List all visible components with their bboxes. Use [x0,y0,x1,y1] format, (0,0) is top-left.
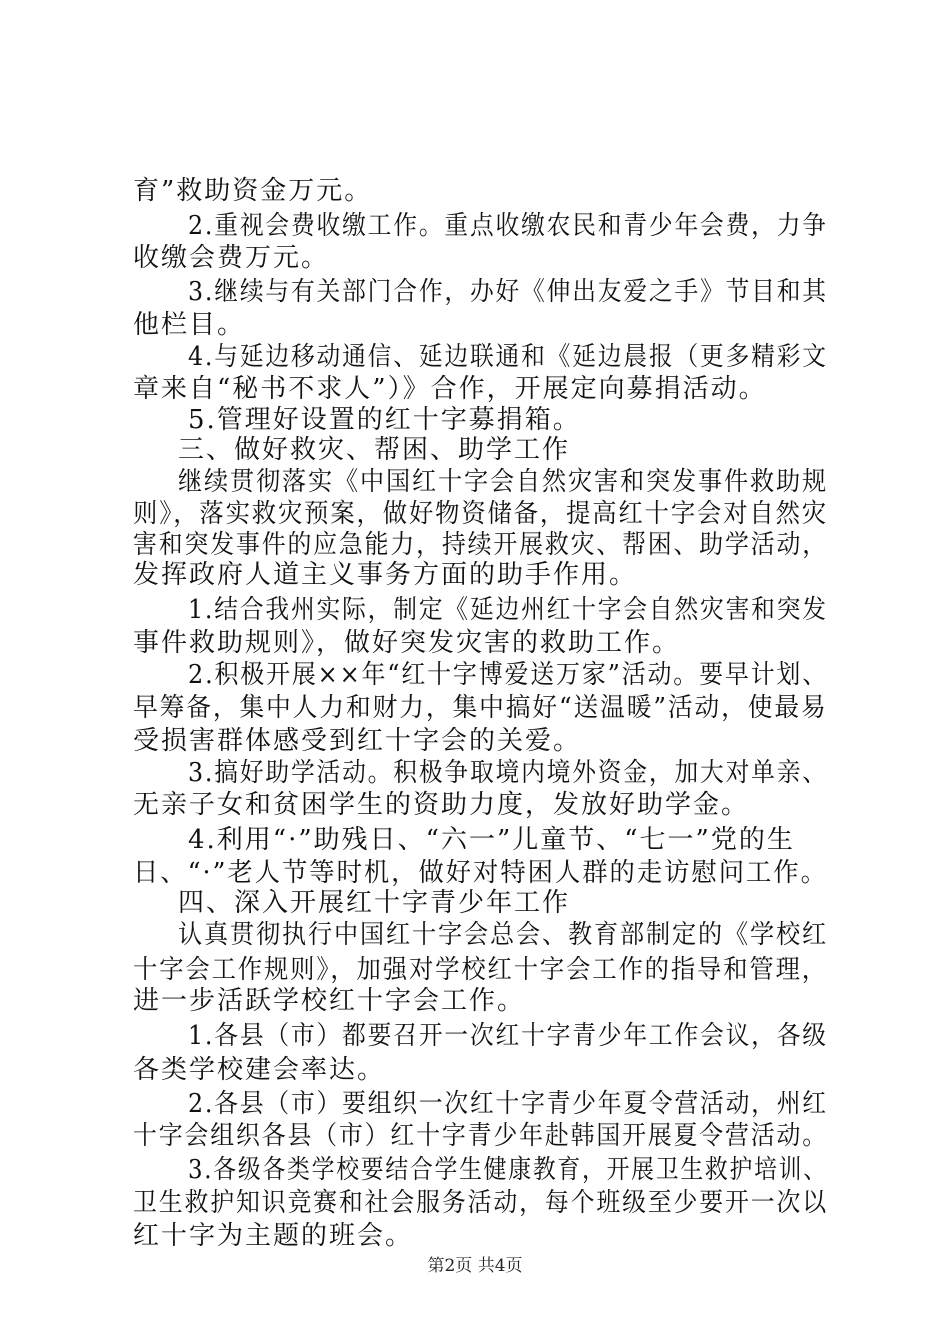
text-line: 十字会组织各县（市）红十字青少年赴韩国开展夏令营活动。 [133,1121,829,1151]
text-line: 受损害群体感受到红十字会的关爱。 [133,726,582,756]
text-line: 日、“·”老人节等时机，做好对特困人群的走访慰问工作。 [133,858,828,888]
text-line: 发挥政府人道主义事务方面的助手作用。 [133,560,638,590]
text-line: 2.各县（市）要组织一次红十字青少年夏令营活动，州红 [188,1089,828,1119]
text-line: 4.与延边移动通信、延边联通和《延边晨报（更多精彩文 [188,342,828,372]
text-line: 他栏目。 [133,310,246,340]
text-line: 收缴会费万元。 [133,243,330,273]
text-line: 早筹备，集中人力和财力，集中搞好“送温暖”活动，使最易 [133,693,828,723]
text-line: 2.重视会费收缴工作。重点收缴农民和青少年会费，力争 [188,211,828,241]
text-line: 进一步活跃学校红十字会工作。 [133,986,526,1016]
text-line: 4.利用“·”助残日、“六一”儿童节、“七一”党的生 [188,825,795,855]
text-line: 3.搞好助学活动。积极争取境内境外资金，加大对单亲、 [188,758,828,788]
text-line: 无亲子女和贫困学生的资助力度，发放好助学金。 [133,790,750,820]
text-line: 5.管理好设置的红十字募捐箱。 [188,405,581,435]
text-line: 则》，落实救灾预案，做好物资储备，提高红十字会对自然灾 [133,499,829,529]
text-line: 2.积极开展××年“红十字博爱送万家”活动。要早计划、 [188,660,828,690]
text-line: 认真贯彻执行中国红十字会总会、教育部制定的《学校红 [178,920,829,950]
text-line: 事件救助规则》，做好突发灾害的救助工作。 [133,628,681,658]
text-line: 1.各县（市）都要召开一次红十字青少年工作会议，各级 [188,1021,828,1051]
text-line: 3.各级各类学校要结合学生健康教育，开展卫生救护培训、 [188,1155,828,1185]
text-line: 十字会工作规则》，加强对学校红十字会工作的指导和管理， [133,955,829,985]
text-line: 1.结合我州实际，制定《延边州红十字会自然灾害和突发 [188,595,828,625]
text-line: 3.继续与有关部门合作，办好《伸出友爱之手》节目和其 [188,277,828,307]
section-heading: 四、深入开展红十字青少年工作 [178,888,571,918]
text-line: 继续贯彻落实《中国红十字会自然灾害和突发事件救助规 [178,467,829,497]
section-heading: 三、做好救灾、帮困、助学工作 [178,435,571,465]
text-line: 害和突发事件的应急能力，持续开展救灾、帮困、助学活动， [133,530,829,560]
text-line: 各类学校建会率达。 [133,1055,386,1085]
text-line: 红十字为主题的班会。 [133,1221,414,1251]
text-line: 卫生救护知识竞赛和社会服务活动，每个班级至少要开一次以 [133,1188,829,1218]
text-line: 章来自“秘书不求人”）》合作，开展定向募捐活动。 [133,374,767,404]
page-number-footer: 第2页 共4页 [427,1256,523,1276]
text-line: 育”救助资金万元。 [133,176,373,206]
